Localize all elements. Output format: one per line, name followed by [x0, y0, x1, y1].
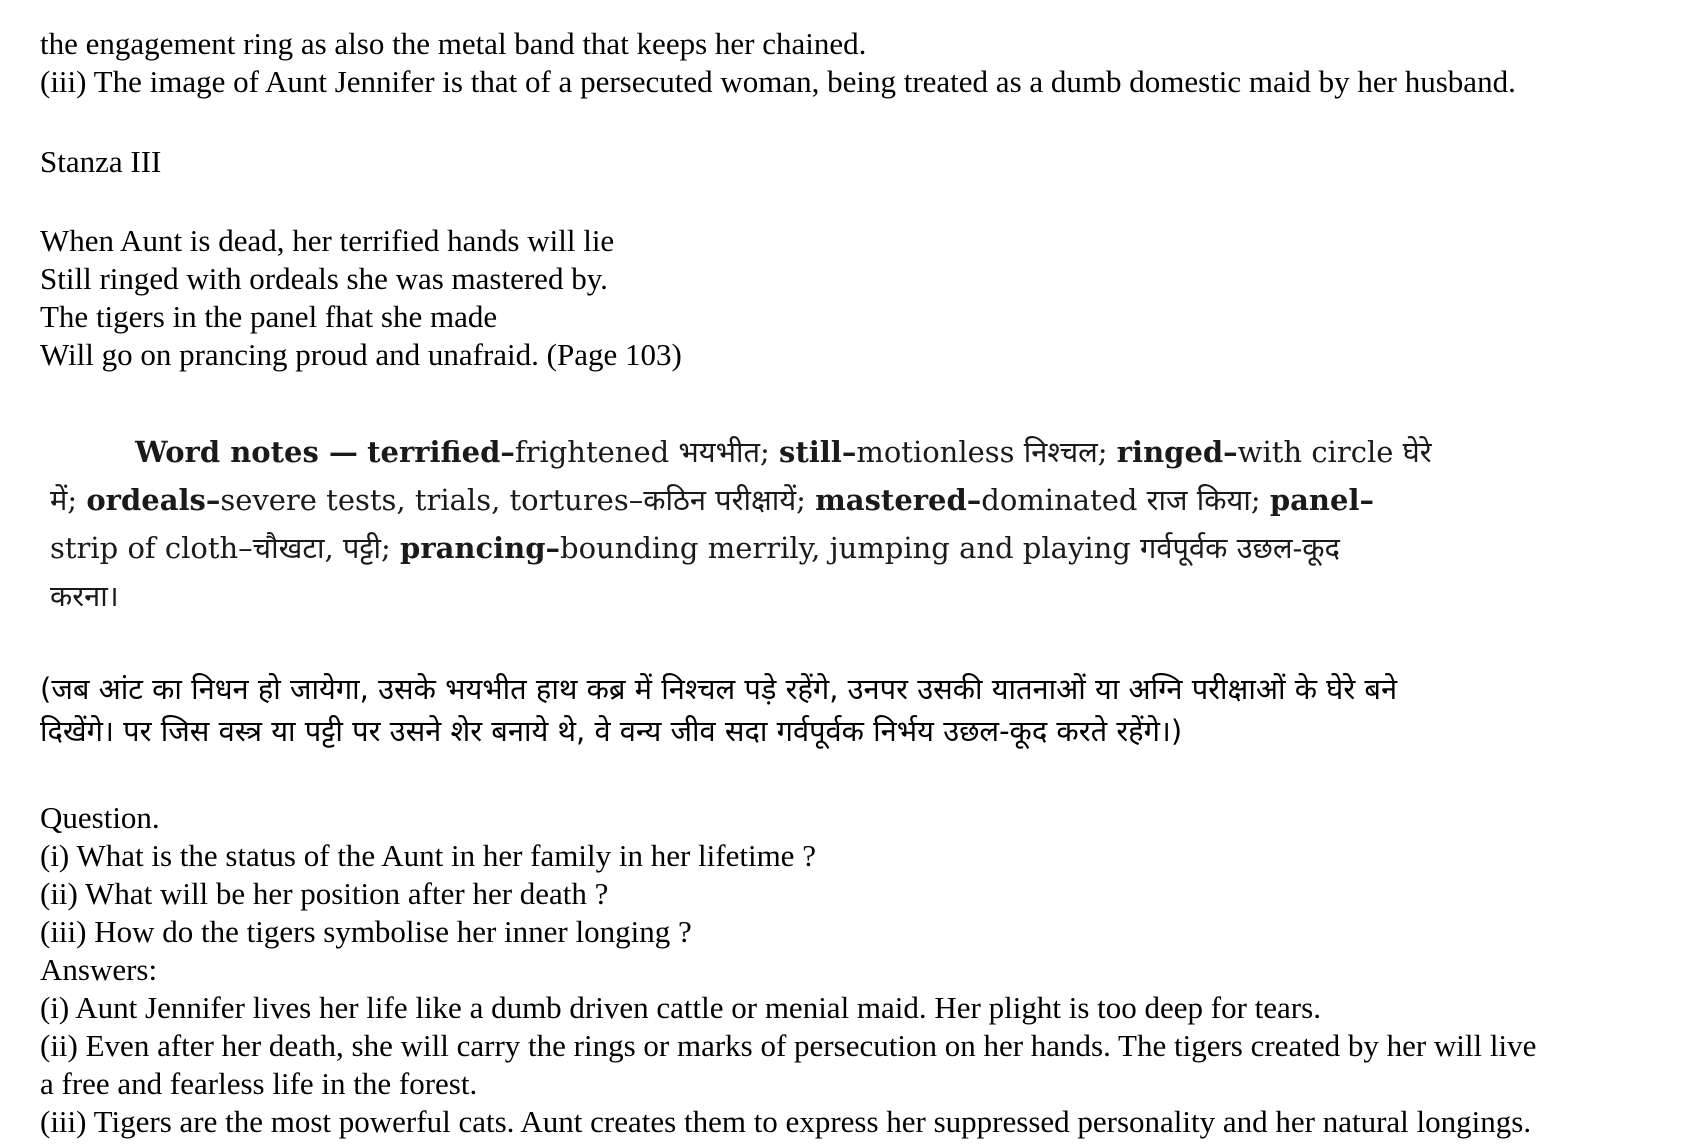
answer-item: (iii) Tigers are the most powerful cats. Aunt creates them to express her suppressed personality and her natural longings. [40, 1104, 1532, 1139]
poem-line: Will go on prancing proud and unafraid. (Page 103) [40, 337, 682, 372]
poem-line: When Aunt is dead, her terrified hands will lie [40, 223, 615, 258]
note-definition: frightened भयभीत; [514, 435, 780, 469]
note-definition: severe tests, trials, tortures–कठिन परीक्षायें; [220, 483, 816, 517]
poem-line: Still ringed with ordeals she was mastered by. [40, 261, 608, 296]
note-definition: motionless निश्चल; [856, 435, 1117, 469]
answers-label: Answers: [40, 952, 158, 987]
answer-item: (ii) Even after her death, she will carry the rings or marks of persecution on her hands. The tigers created by her will live [40, 1028, 1537, 1063]
question-label: Question. [40, 800, 160, 835]
note-definition: में; [50, 483, 87, 517]
stanza-heading: Stanza III [40, 144, 162, 179]
hindi-translation-line: दिखेंगे। पर जिस वस्त्र या पट्टी पर उसने शेर बनाये थे, वे वन्य जीव सदा गर्वपूर्वक निर्भय उछल-कूद करते रहेंगे।) [40, 714, 1183, 748]
question-item: (ii) What will be her position after her death ? [40, 876, 609, 911]
intro-line: the engagement ring as also the metal band that keeps her chained. [40, 26, 867, 61]
note-term: mastered– [815, 483, 982, 517]
note-term: ringed– [1116, 435, 1238, 469]
note-definition: dominated राज किया; [981, 483, 1270, 517]
hindi-translation-line: (जब आंट का निधन हो जायेगा, उसके भयभीत हाथ कब्र में निश्चल पड़े रहेंगे, उनपर उसकी यातनाओं या अग्नि परीक्षाओं के घेरे बने [40, 672, 1398, 706]
poem-line: The tigers in the panel fhat she made [40, 299, 498, 334]
note-term: prancing– [400, 531, 561, 565]
intro-line: (iii) The image of Aunt Jennifer is that of a persecuted woman, being treated as a dumb domestic maid by her husband. [40, 64, 1516, 99]
note-term: ordeals– [86, 483, 221, 517]
question-item: (iii) How do the tigers symbolise her inner longing ? [40, 914, 692, 949]
word-notes-heading: Word notes — [135, 435, 358, 469]
note-term: still– [779, 435, 857, 469]
word-notes [50, 428, 1580, 620]
note-definition: strip of cloth–चौखटा, पट्टी; [50, 531, 401, 565]
note-definition: with circle घेरे [1237, 435, 1432, 469]
note-term: panel– [1269, 483, 1374, 517]
question-item: (i) What is the status of the Aunt in her family in her lifetime ? [40, 838, 816, 873]
note-term: terrified– [367, 435, 515, 469]
note-definition: करना। [50, 579, 119, 613]
note-definition: bounding merrily, jumping and playing गर्वपूर्वक उछल-कूद [560, 531, 1340, 565]
answer-item: (i) Aunt Jennifer lives her life like a dumb driven cattle or menial maid. Her plight is too deep for tears. [40, 990, 1321, 1025]
answer-item: a free and fearless life in the forest. [40, 1066, 478, 1101]
